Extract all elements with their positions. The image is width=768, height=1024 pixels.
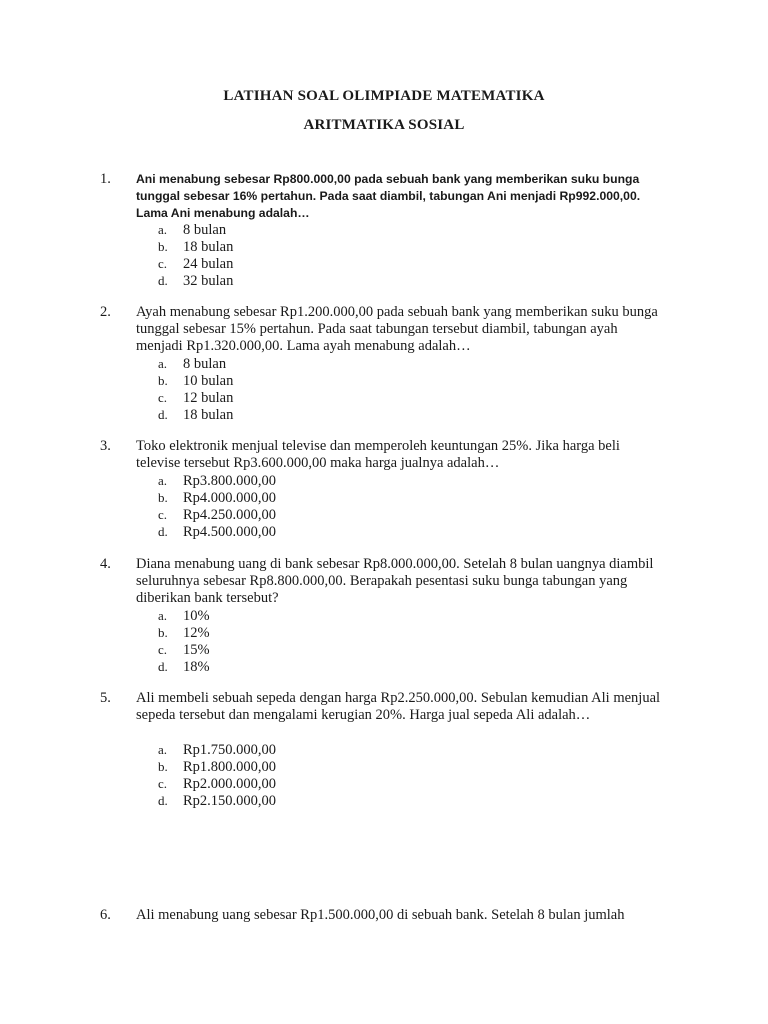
question-text: Ali membeli sebuah sepeda dengan harga Rp2.250.000,00. Sebulan kemudian Ali menjual sepeda tersebut dan mengalami kerugian 20%. Harga jual sepeda Ali adalah… xyxy=(136,690,661,723)
option-d xyxy=(158,792,276,809)
option-c xyxy=(158,641,210,658)
option-text: Rp1.800.000,00 xyxy=(183,759,277,775)
answer-options xyxy=(158,607,210,675)
option-text: 10% xyxy=(183,608,210,624)
option-d xyxy=(158,658,210,675)
question-number: 1. xyxy=(100,171,111,187)
option-letter: c. xyxy=(158,507,168,522)
option-letter: c. xyxy=(158,390,168,405)
option-text: Rp4.000.000,00 xyxy=(183,490,277,506)
option-d xyxy=(158,272,233,289)
option-letter: b. xyxy=(158,239,168,254)
question-text: Ani menabung sebesar Rp800.000,00 pada sebuah bank yang memberikan suku bunga tunggal sebesar 16% pertahun. Pada saat diambil, tabungan Ani menjadi Rp992.000,00. Lama Ani menabung adalah… xyxy=(136,172,641,220)
option-text: Rp4.250.000,00 xyxy=(183,507,277,523)
option-letter: c. xyxy=(158,642,168,657)
question-text: Ayah menabung sebesar Rp1.200.000,00 pada sebuah bank yang memberikan suku bunga tunggal sebesar 15% pertahun. Pada saat tabungan tersebut diambil, tabungan ayah menjadi Rp1.320.000,00. Lama ayah menabung adalah… xyxy=(136,304,658,354)
option-a xyxy=(158,355,233,372)
option-text: Rp2.000.000,00 xyxy=(183,776,277,792)
answer-options xyxy=(158,355,233,423)
question-text: Toko elektronik menjual televise dan memperoleh keuntungan 25%. Jika harga beli televise tersebut Rp3.600.000,00 maka harga jualnya adalah… xyxy=(136,438,620,471)
question-number: 4. xyxy=(100,556,111,572)
option-c xyxy=(158,775,276,792)
option-b xyxy=(158,624,210,641)
question-text: Diana menabung uang di bank sebesar Rp8.000.000,00. Setelah 8 bulan uangnya diambil seluruhnya sebesar Rp8.800.000,00. Berapakah pesentasi suku bunga tabungan yang diberikan bank tersebut? xyxy=(136,556,654,606)
option-letter: d. xyxy=(158,793,168,808)
option-text: 12 bulan xyxy=(183,390,234,406)
option-text: 18 bulan xyxy=(183,239,234,255)
option-letter: a. xyxy=(158,222,168,237)
option-text: Rp4.500.000,00 xyxy=(183,524,277,540)
option-letter: a. xyxy=(158,742,168,757)
option-text: 18% xyxy=(183,659,210,675)
document-title: LATIHAN SOAL OLIMPIADE MATEMATIKA xyxy=(223,88,545,104)
option-b xyxy=(158,758,276,775)
option-letter: d. xyxy=(158,659,168,674)
option-letter: b. xyxy=(158,490,168,505)
answer-options xyxy=(158,221,233,289)
option-text: 12% xyxy=(183,625,210,641)
option-d xyxy=(158,523,276,540)
option-letter: b. xyxy=(158,625,168,640)
option-letter: a. xyxy=(158,356,168,371)
option-letter: b. xyxy=(158,759,168,774)
option-text: 18 bulan xyxy=(183,407,234,423)
option-text: 8 bulan xyxy=(183,222,227,238)
option-text: Rp3.800.000,00 xyxy=(183,473,277,489)
option-text: 24 bulan xyxy=(183,256,234,272)
option-letter: d. xyxy=(158,273,168,288)
option-letter: d. xyxy=(158,407,168,422)
option-b xyxy=(158,238,233,255)
option-a xyxy=(158,607,210,624)
option-c xyxy=(158,506,276,523)
question-text: Ali menabung uang sebesar Rp1.500.000,00 di sebuah bank. Setelah 8 bulan jumlah xyxy=(136,907,625,923)
option-c xyxy=(158,389,233,406)
question-number: 3. xyxy=(100,438,111,454)
question-number: 5. xyxy=(100,690,111,706)
option-text: 8 bulan xyxy=(183,356,227,372)
question-number: 6. xyxy=(100,907,111,923)
option-letter: c. xyxy=(158,256,168,271)
answer-options xyxy=(158,741,276,809)
option-d xyxy=(158,406,233,423)
option-b xyxy=(158,372,233,389)
document-subtitle: ARITMATIKA SOSIAL xyxy=(303,117,465,133)
option-letter: d. xyxy=(158,524,168,539)
option-letter: b. xyxy=(158,373,168,388)
option-text: Rp1.750.000,00 xyxy=(183,742,277,758)
option-text: 32 bulan xyxy=(183,273,234,289)
question-number: 2. xyxy=(100,304,111,320)
option-a xyxy=(158,741,276,758)
option-a xyxy=(158,472,276,489)
option-c xyxy=(158,255,233,272)
option-text: 15% xyxy=(183,642,210,658)
option-letter: c. xyxy=(158,776,168,791)
option-text: 10 bulan xyxy=(183,373,234,389)
option-letter: a. xyxy=(158,608,168,623)
option-letter: a. xyxy=(158,473,168,488)
option-b xyxy=(158,489,276,506)
answer-options xyxy=(158,472,276,540)
option-text: Rp2.150.000,00 xyxy=(183,793,277,809)
option-a xyxy=(158,221,233,238)
